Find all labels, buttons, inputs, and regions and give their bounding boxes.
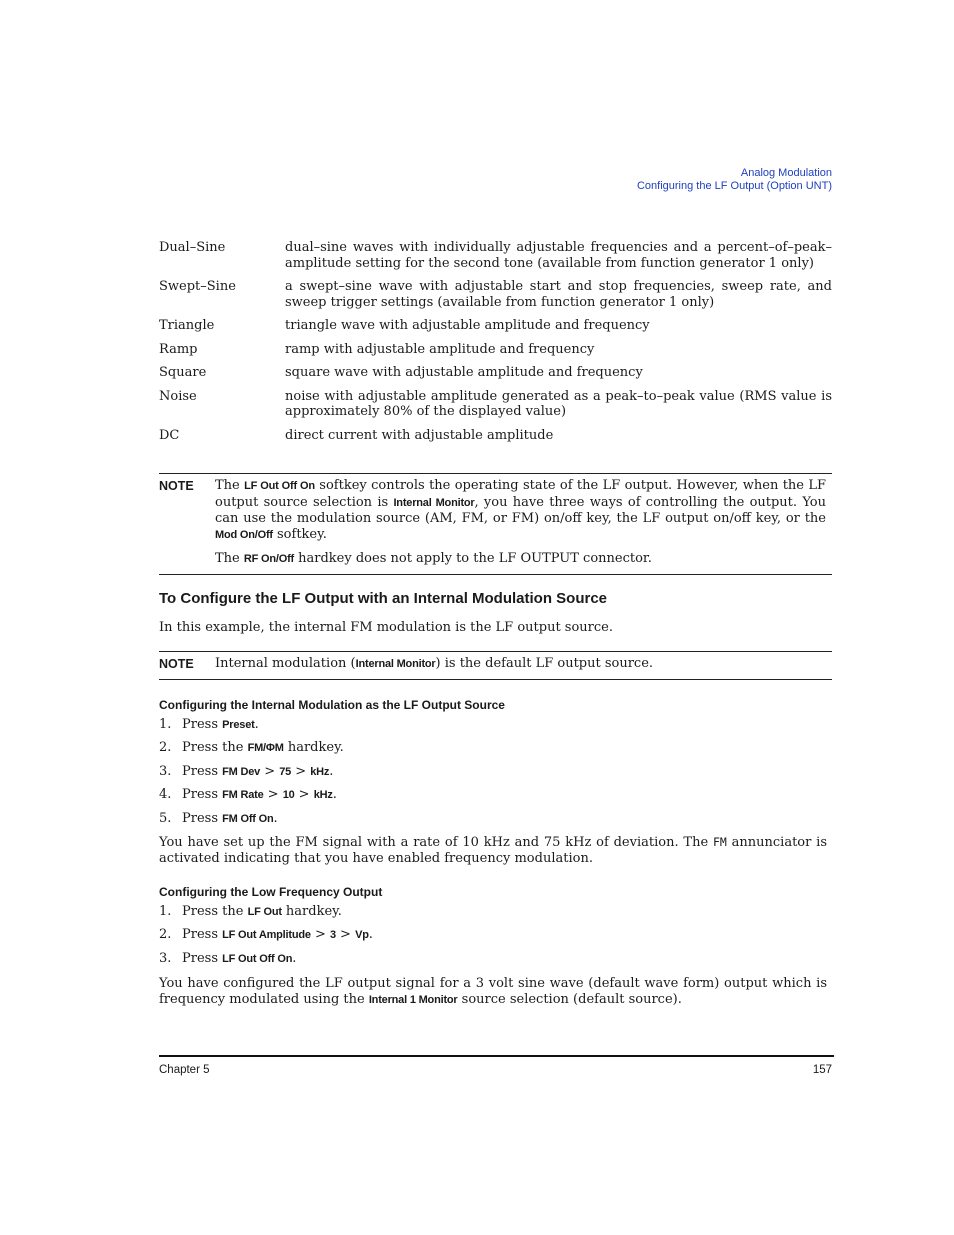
step-number: 2. xyxy=(159,927,172,943)
text-run: , you have three ways of controlling the output. You can use the modulation source (AM, FM, or FM) on/off key, the LF output on/off key, or the xyxy=(215,494,826,526)
step-number: 4. xyxy=(159,787,172,803)
text-run: Internal modulation ( xyxy=(215,656,356,671)
result-paragraph xyxy=(159,835,827,866)
list-item xyxy=(159,811,832,834)
key-fm-off-on: FM Off On xyxy=(222,812,274,825)
text-run: Press the xyxy=(182,740,248,756)
text-run: softkey. xyxy=(272,526,327,542)
key-fm-dev: FM Dev xyxy=(222,765,261,778)
key-unit: Vp xyxy=(355,929,369,942)
waveform-description: triangle wave with adjustable amplitude and frequency xyxy=(285,318,650,333)
note-label: NOTE xyxy=(159,657,194,671)
text-run: Press xyxy=(182,950,223,966)
page-number: 157 xyxy=(812,1064,832,1076)
text-run: . xyxy=(368,927,373,943)
text-run: . xyxy=(292,950,297,966)
step-number: 5. xyxy=(159,810,172,826)
section-title: To Configure the LF Output with an Internal Modulation Source xyxy=(159,590,608,607)
key-lf-out-amplitude: LF Out Amplitude xyxy=(222,929,311,942)
waveform-term: Dual–Sine xyxy=(159,240,226,255)
note-box-lf-output-control xyxy=(159,473,832,575)
list-item xyxy=(159,279,832,310)
key-lf-out-off-on: LF Out Off On xyxy=(222,952,293,965)
waveform-description: dual–sine waves with individually adjustable frequencies and a percent–of–peak–amplitude setting for the second tone (available from function generator 1 only) xyxy=(285,240,832,271)
text-run: > xyxy=(335,927,356,943)
text-run: Press xyxy=(182,717,223,732)
waveform-description: noise with adjustable amplitude generated as a peak–to–peak value (RMS value is approximately 80% of the displayed value) xyxy=(285,388,832,419)
list-item xyxy=(159,318,832,334)
waveform-term: Swept–Sine xyxy=(159,279,236,294)
procedure-steps xyxy=(159,717,832,834)
list-item xyxy=(159,904,832,927)
list-item xyxy=(159,951,832,974)
waveform-description: ramp with adjustable amplitude and frequency xyxy=(285,341,595,357)
softkey-lf-out-off-on: LF Out Off On xyxy=(244,480,315,492)
subsection-title: Configuring the Internal Modulation as the LF Output Source xyxy=(159,698,505,712)
step-number: 1. xyxy=(159,904,172,919)
text-run: hardkey. xyxy=(281,904,342,919)
text-run: Press xyxy=(182,810,223,826)
text-run: hardkey. xyxy=(283,740,344,756)
list-item xyxy=(159,717,832,740)
text-run: hardkey does not apply to the LF OUTPUT connector. xyxy=(294,551,652,566)
hardkey-rf-on-off: RF On/Off xyxy=(243,553,295,565)
waveform-term: DC xyxy=(159,427,180,443)
footer-chapter: Chapter 5 xyxy=(159,1064,210,1076)
text-run: annunciator is activated indicating that you have enabled frequency modulation. xyxy=(159,835,827,866)
waveform-term: Noise xyxy=(159,388,197,404)
step-text xyxy=(182,787,337,810)
fm-annunciator: FM xyxy=(712,835,727,849)
list-item xyxy=(159,740,832,763)
list-item xyxy=(159,787,832,810)
text-run: You have set up the FM signal with a rate of 10 kHz and 75 kHz of deviation. The xyxy=(159,835,713,850)
text-run: ) is the default LF output source. xyxy=(435,656,654,671)
key-value: 10 xyxy=(282,789,295,802)
header-section-title: Configuring the LF Output (Option UNT) xyxy=(636,179,832,192)
text-run: > xyxy=(310,927,330,943)
list-item xyxy=(159,365,832,381)
waveform-description: direct current with adjustable amplitude xyxy=(285,427,554,443)
note-box-default-source xyxy=(159,651,832,680)
step-text xyxy=(182,927,373,950)
note-paragraph xyxy=(215,656,826,673)
text-run: Press xyxy=(182,927,223,943)
step-number: 3. xyxy=(159,763,172,779)
list-item xyxy=(159,389,832,420)
text-run: The xyxy=(215,551,244,566)
text-run: > xyxy=(291,763,311,779)
key-value: 3 xyxy=(329,929,336,942)
step-text xyxy=(182,764,333,787)
note-label: NOTE xyxy=(159,479,194,493)
text-run: source selection (default source). xyxy=(457,991,682,1007)
key-preset: Preset xyxy=(222,719,255,731)
key-value: 75 xyxy=(279,765,292,778)
step-text xyxy=(182,717,259,740)
step-text xyxy=(182,811,278,834)
text-run: Press the xyxy=(182,904,248,919)
text-run: > xyxy=(263,787,283,803)
text-run: softkey controls the operating state of the LF output. However, when the LF output source selection is xyxy=(215,478,827,510)
text-run: > xyxy=(294,787,314,803)
text-run: . xyxy=(332,787,337,803)
waveform-term: Square xyxy=(159,365,207,380)
waveform-term: Triangle xyxy=(159,318,215,333)
text-run: . xyxy=(273,810,278,826)
waveform-definition-list xyxy=(159,240,832,451)
intro-paragraph: In this example, the internal FM modulation is the LF output source. xyxy=(159,620,614,635)
note-body xyxy=(215,478,832,568)
list-item xyxy=(159,927,832,950)
text-run: Press xyxy=(182,787,223,803)
text-run: . xyxy=(329,763,334,779)
key-fm-rate: FM Rate xyxy=(222,789,264,802)
note-paragraph xyxy=(215,478,826,543)
text-run: . xyxy=(254,717,259,732)
softkey-mod-on-off: Mod On/Off xyxy=(215,528,273,541)
key-fm-phim: FM/ΦM xyxy=(247,742,284,755)
result-paragraph xyxy=(159,976,827,1008)
procedure-steps xyxy=(159,904,832,974)
key-unit: kHz xyxy=(310,765,330,778)
footer-rule xyxy=(159,1055,834,1057)
note-body xyxy=(215,656,832,673)
note-paragraph xyxy=(215,551,826,568)
header-chapter-title: Analog Modulation xyxy=(740,167,832,179)
running-header xyxy=(637,167,832,192)
list-item xyxy=(159,428,832,444)
text-run: Press xyxy=(182,763,223,779)
step-number: 3. xyxy=(159,950,172,966)
text-run: You have configured the LF output signal for a 3 volt sine wave (default wave form) output which is frequency modulated using the xyxy=(159,976,827,1007)
waveform-description: a swept–sine wave with adjustable start and stop frequencies, sweep rate, and sweep trigger settings (available from function generator 1 only) xyxy=(285,279,832,310)
softkey-internal-1-monitor: Internal 1 Monitor xyxy=(368,993,458,1006)
subsection-title: Configuring the Low Frequency Output xyxy=(159,885,383,899)
key-unit: kHz xyxy=(313,789,333,802)
step-text xyxy=(182,740,344,763)
waveform-description: square wave with adjustable amplitude and frequency xyxy=(285,365,643,380)
softkey-internal-monitor: Internal Monitor xyxy=(393,496,475,509)
list-item xyxy=(159,764,832,787)
step-text xyxy=(182,951,296,974)
text-run: The xyxy=(215,478,245,493)
softkey-internal-monitor: Internal Monitor xyxy=(355,658,436,670)
step-number: 2. xyxy=(159,740,172,756)
list-item xyxy=(159,240,832,271)
key-lf-out: LF Out xyxy=(247,906,282,918)
waveform-term: Ramp xyxy=(159,341,198,357)
text-run: > xyxy=(260,763,280,779)
step-text xyxy=(182,904,342,927)
step-number: 1. xyxy=(159,717,172,732)
list-item xyxy=(159,342,832,358)
